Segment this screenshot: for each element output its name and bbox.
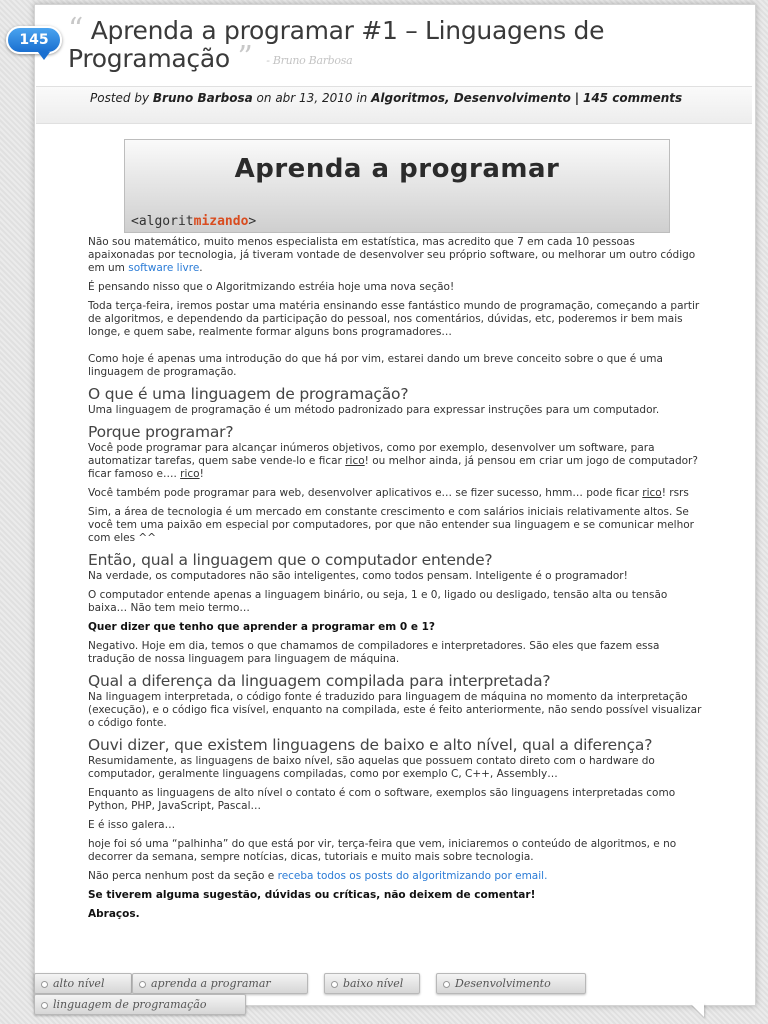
post-date: abr 13, 2010 <box>275 91 353 105</box>
paragraph: É pensando nisso que o Algoritmizando estréia hoje uma nova seção! <box>88 281 455 293</box>
post-card-tail <box>690 1003 704 1017</box>
paragraph <box>88 870 702 883</box>
tag-hole-icon <box>443 981 450 988</box>
tag-hole-icon <box>331 981 338 988</box>
post-categories[interactable]: Algoritmos, Desenvolvimento <box>371 91 571 105</box>
hero-title: Aprenda a programar <box>234 154 560 184</box>
text: Você pode programar para alcançar inúmeros objetivos, como por exemplo, desenvolver um software, para automatizar tarefas, quem sabe vende-lo e ficar <box>88 442 655 467</box>
underlined-text: rico <box>345 455 365 467</box>
paragraph: Como hoje é apenas uma introdução do que há por vim, estarei dando um breve conceito sobre o que é uma linguagem de programação. <box>88 353 663 378</box>
post-meta <box>90 92 690 105</box>
paragraph: Toda terça-feira, iremos postar uma matéria ensinando esse fantástico mundo de programação, começando a partir de algoritmos, e dependendo da participação do pessoal, nos comentários, dúvidas, etc, poderemos ir bem mais longe, e quem sabe, realmente formar alguns bons programadores… <box>88 300 700 338</box>
paragraph: Resumidamente, as linguagens de baixo nível, são aquelas que possuem contato direto com o hardware do computador, geralmente linguagens compiladas, como por exemplo C, C++, Assembly… <box>88 755 655 780</box>
paragraph-bold: Se tiverem alguma sugestão, dúvidas ou críticas, não deixem de comentar! <box>88 889 536 901</box>
tag-desenvolvimento[interactable] <box>436 973 586 994</box>
meta-separator: | <box>574 91 580 105</box>
paragraph-bold: Abraços. <box>88 908 140 920</box>
hero-banner-image <box>124 139 670 233</box>
paragraph: Na linguagem interpretada, o código fonte é traduzido para linguagem de máquina no momento da interpretação (execução), e o código fica visível, enquanto na compilada, este é feito anteriormente, não sendo possível visualizar o código fonte. <box>88 691 702 729</box>
in-label: in <box>356 91 368 105</box>
tag-label: linguagem de programação <box>53 998 207 1011</box>
paragraph <box>88 236 702 275</box>
section-heading: Ouvi dizer, que existem linguagens de baixo e alto nível, qual a diferença? <box>88 736 653 754</box>
tag-label: baixo nível <box>343 977 404 990</box>
section-heading: Então, qual a linguagem que o computador entende? <box>88 551 493 569</box>
paragraph: hoje foi só uma “palhinha” do que está por vir, terça-feira que vem, iniciaremos o conteúdo de algoritmos, e no decorrer da semana, sempre notícias, dicas, tutoriais e muito mais sobre tecnologia. <box>88 838 677 863</box>
close-quote-icon: ” <box>237 40 253 75</box>
open-quote-icon: “ <box>68 12 84 47</box>
paragraph: Uma linguagem de programação é um método padronizado para expressar instruções para um computador. <box>88 404 660 416</box>
tag-baixo-nivel[interactable] <box>324 973 420 994</box>
post-body <box>88 236 702 927</box>
post-title-author: - Bruno Barbosa <box>266 53 353 67</box>
post-title[interactable]: Aprenda a programar #1 – Linguagens de Programação <box>68 16 605 73</box>
comment-count-badge[interactable]: 145 <box>6 26 62 54</box>
post-comments-link[interactable]: 145 comments <box>582 91 683 105</box>
posted-by-label: Posted by <box>90 91 150 105</box>
tag-alto-nivel[interactable] <box>34 973 132 994</box>
paragraph: Sim, a área de tecnologia é um mercado em constante crescimento e com salários iniciais relativamente altos. Se você tem uma paixão em especial por computadores, por que não entender sua linguagem e se comunicar melhor com eles ^^ <box>88 506 694 544</box>
underlined-text: rico <box>180 468 200 480</box>
tag-hole-icon <box>41 1002 48 1009</box>
text: . <box>199 262 203 274</box>
tag-hole-icon <box>139 981 146 988</box>
tag-linguagem-de-programacao[interactable] <box>34 994 246 1015</box>
underlined-text: rico <box>642 487 662 499</box>
software-livre-link[interactable]: software livre <box>128 262 200 274</box>
text: Não sou matemático, muito menos especialista em estatística, mas acredito que 7 em cada 10 pessoas apaixonadas por tecnologia, já tiveram vontade de desenvolver seu próprio software, ou melhorar um outro código em um <box>88 236 696 274</box>
hero-logo-suffix: > <box>248 214 257 229</box>
tag-label: alto nível <box>53 977 105 990</box>
tag-label: aprenda a programar <box>151 977 271 990</box>
paragraph: Enquanto as linguagens de alto nível o contato é com o software, exemplos são linguagens interpretadas como Python, PHP, JavaScript, Pascal… <box>88 787 676 812</box>
text: ! <box>199 468 204 480</box>
paragraph: E é isso galera… <box>88 819 176 831</box>
on-label: on <box>256 91 272 105</box>
tag-aprenda-a-programar[interactable] <box>132 973 308 994</box>
paragraph: Negativo. Hoje em dia, temos o que chamamos de compiladores e interpretadores. São eles que fazem essa tradução de nossa linguagem para linguagem de máquina. <box>88 640 660 665</box>
paragraph: O computador entende apenas a linguagem binário, ou seja, 1 e 0, ligado ou desligado, tensão alta ou tensão baixa… Não tem meio termo… <box>88 589 668 614</box>
text: Não perca nenhum post da seção e <box>88 870 278 882</box>
paragraph <box>88 487 702 500</box>
section-heading: Porque programar? <box>88 423 234 441</box>
hero-logo <box>131 214 256 229</box>
tag-hole-icon <box>41 981 48 988</box>
text: Você também pode programar para web, desenvolver aplicativos e… se fizer sucesso, hmm… pode ficar <box>88 487 643 499</box>
email-subscribe-link[interactable]: receba todos os posts do algoritmizando por email. <box>277 870 548 882</box>
post-author-link[interactable]: Bruno Barbosa <box>152 91 253 105</box>
paragraph-bold: Quer dizer que tenho que aprender a programar em 0 e 1? <box>88 621 436 633</box>
section-heading: O que é uma linguagem de programação? <box>88 385 409 403</box>
tag-label: Desenvolvimento <box>455 977 551 990</box>
post-title-block <box>68 12 668 75</box>
section-heading: Qual a diferença da linguagem compilada para interpretada? <box>88 672 551 690</box>
text: ! rsrs <box>661 487 689 499</box>
text: ! ou melhor ainda, já pensou em criar um jogo de computador? ficar famoso e…. <box>88 455 698 480</box>
paragraph <box>88 442 702 481</box>
paragraph: Na verdade, os computadores não são inteligentes, como todos pensam. Inteligente é o programador! <box>88 570 628 582</box>
spacer <box>88 345 702 353</box>
hero-logo-prefix: <algorit <box>131 214 194 229</box>
hero-logo-accent: mizando <box>193 214 249 229</box>
